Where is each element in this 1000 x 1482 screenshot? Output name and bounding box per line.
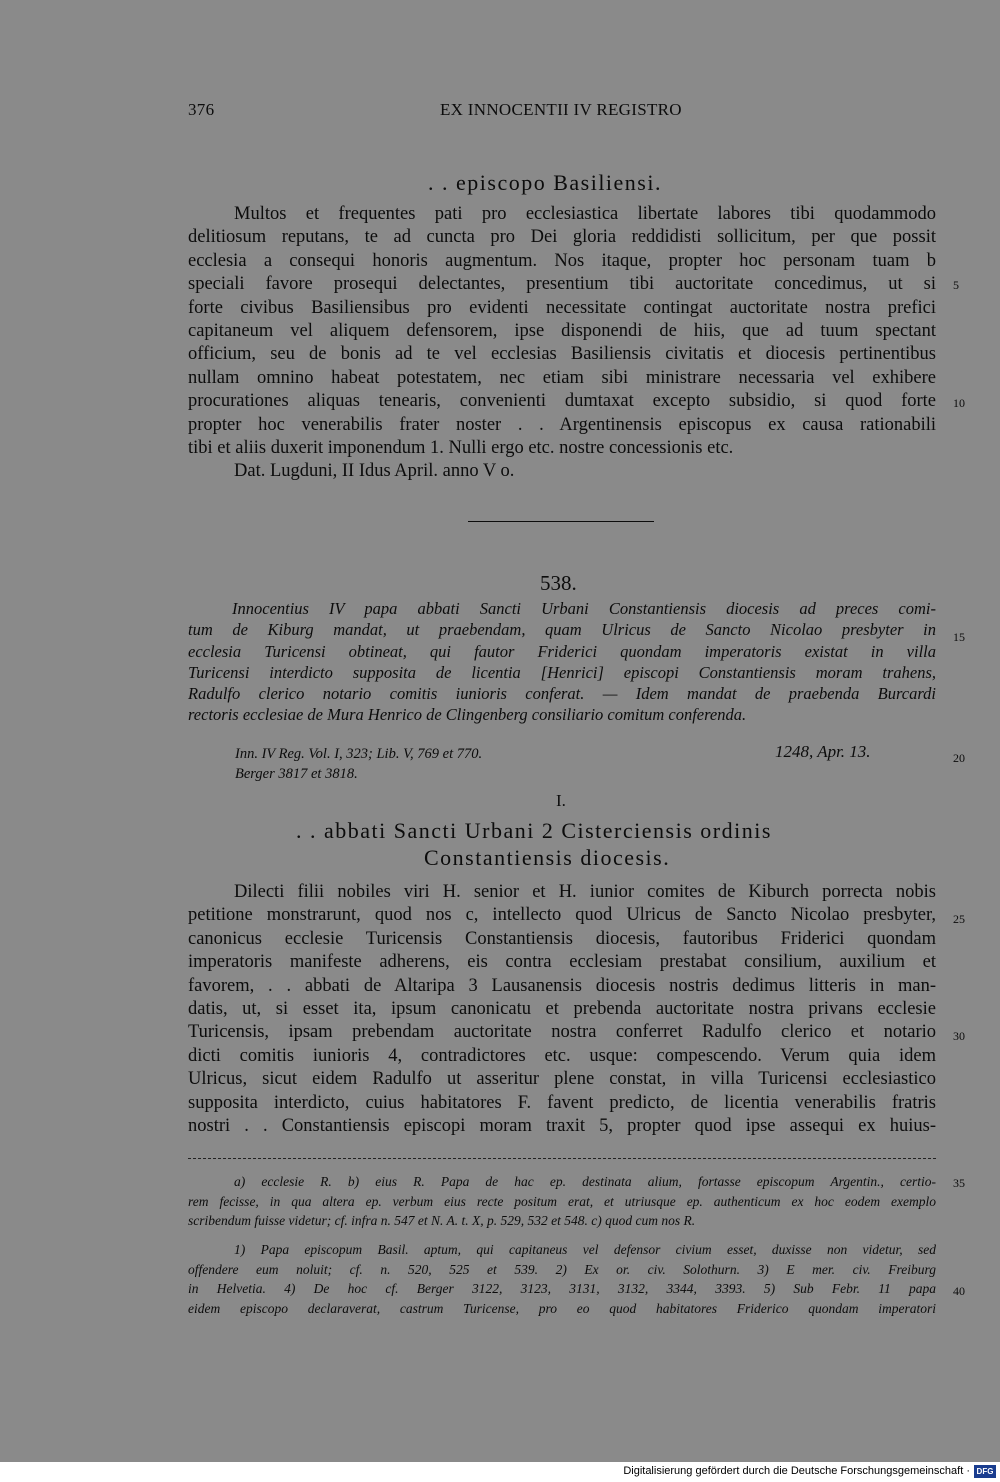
line-number: 25: [953, 912, 965, 926]
text-line: datis, ut, si esset ita, ipsum canonicatu et prebenda auctoritate nostra privans ecclesie: [188, 998, 936, 1019]
text-line: delitiosum reputans, te ad cuncta pro Dei gloria reddidisti sollicitum, per que possit: [188, 227, 936, 248]
letter-address-heading: Constantiensis diocesis.: [424, 845, 671, 870]
footnote-line: in Helvetia. 4) De hoc cf. Berger 3122, 3123, 3131, 3132, 3344, 3393. 5) Sub Febr. 11 papa: [188, 1281, 936, 1296]
summary-line: ecclesia Turicensi obtineat, qui fautor Friderici quondam imperatoris existat in villa: [188, 641, 936, 661]
line-number: 35: [953, 1176, 965, 1190]
text-line: supposita interdicto, cuius habitatores F. favent predicto, de licentia venerabilis fratris: [188, 1092, 936, 1113]
footnote-line: offendere eum noluit; cf. n. 520, 525 et 539. 2) Ex or. civ. Solothurn. 3) E mer. civ. Freiburg: [188, 1261, 936, 1277]
letter-address-heading: . . episcopo Basiliensi.: [428, 170, 662, 195]
line-number: 15: [953, 630, 965, 644]
summary-line: rectoris ecclesiae de Mura Henrico de Clingenberg consiliario comitum conferenda.: [188, 705, 747, 725]
critical-apparatus: [188, 1172, 936, 1231]
line-number: 20: [953, 751, 965, 765]
section-divider: [468, 521, 654, 522]
text-line: favorem, . . abbati de Altaripa 3 Lausanensis diocesis nostris dedimus litteris in man-: [188, 975, 936, 996]
text-line: Multos et frequentes pati pro ecclesiastica libertate labores tibi quodammodo: [234, 204, 936, 224]
text-line: forte civibus Basiliensibus pro evidenti necessitate contingat auctoritate nostra prefici: [188, 297, 936, 318]
summary-line: Innocentius IV papa abbati Sancti Urbani Constantiensis diocesis ad preces comi-: [232, 599, 936, 618]
text-line: speciali favore prosequi delectantes, presentium tibi auctoritate concedimus, ut si: [188, 274, 936, 295]
source-reference: Berger 3817 et 3818.: [235, 766, 358, 782]
letter-address-heading: . . abbati Sancti Urbani 2 Cisterciensis ordinis: [296, 818, 772, 843]
text-line: nostri . . Constantiensis episcopi moram traxit 5, propter quod ipse assequi ex huius-: [188, 1115, 936, 1136]
summary-line: tum de Kiburg mandat, ut praebendam, quam Ulricus de Sancto Nicolao presbyter in: [188, 620, 936, 640]
letter-body: [188, 203, 936, 484]
text-line: imperatoris manifeste adherens, eis contra ecclesiam prestabat consilium, auxilium et: [188, 952, 936, 973]
footnote-line: scribendum fuisse videtur; cf. infra n. 547 et N. A. t. X, p. 529, 532 et 548. c) quod cum nos R.: [188, 1213, 696, 1228]
source-reference: Inn. IV Reg. Vol. I, 323; Lib. V, 769 et 770.: [235, 746, 483, 762]
text-line: officium, seu de bonis ad te vel ecclesias Basiliensis civitatis et diocesis pertinentibus: [188, 344, 936, 365]
dating-clause: Dat. Lugduni, II Idus April. anno V o.: [234, 461, 515, 482]
dfg-logo: DFG: [974, 1465, 996, 1478]
document-summary: [188, 598, 936, 726]
text-line: procurationes aliquas tenearis, convenienti dumtaxat excepto subsidio, si quod forte: [188, 391, 936, 412]
document-date: 1248, Apr. 13.: [775, 742, 871, 761]
line-number: 5: [953, 278, 959, 292]
text-line: Turicensis, ipsam prebendam auctoritate nostra conferret Radulfo clerico et notario: [188, 1022, 936, 1043]
line-number: 30: [953, 1029, 965, 1043]
commentary-notes: [188, 1240, 936, 1318]
text-line: Dilecti filii nobiles viri H. senior et H. iunior comites de Kiburch porrecta nobis: [234, 882, 936, 902]
text-line: capitaneum vel aliquem defensorem, ipse disponendi de hiis, que ad tuum spectant: [188, 320, 936, 341]
line-number: 10: [953, 396, 965, 410]
text-line: canonicus ecclesie Turicensis Constantiensis diocesis, fautoribus Friderici quondam: [188, 928, 936, 949]
page-number: 376: [188, 100, 215, 119]
text-line: propter hoc venerabilis frater noster . . Argentinensis episcopus ex causa rationabili: [188, 414, 936, 435]
text-line: ecclesia a consequi honoris augmentum. Nos itaque, propter hoc personam tuam b: [188, 250, 936, 271]
running-title: EX INNOCENTII IV REGISTRO: [440, 100, 682, 119]
part-numeral: I.: [556, 791, 566, 810]
footnote-line: eidem episcopo declaraverat, castrum Turicense, pro eo quod habitatores Friderico quondam imperatori: [188, 1300, 936, 1316]
footnote-separator: [188, 1158, 936, 1159]
text-line: petitione monstrarunt, quod nos c, intellecto quod Ulricus de Sancto Nicolao presbyter,: [188, 905, 936, 926]
footnote-line: 1) Papa episcopum Basil. aptum, qui capitaneus vel defensor civium esset, duxisse non videtur, sed: [234, 1242, 936, 1257]
digitization-footer: [0, 1462, 1000, 1482]
funding-notice: Digitalisierung gefördert durch die Deutsche Forschungsgemeinschaft ·: [623, 1465, 970, 1477]
text-line: nullam omnino habeat potestatem, nec etiam sibi ministrare necessaria vel exhibere: [188, 367, 936, 388]
text-line: Ulricus, sicut eidem Radulfo ut asseritur plene constat, in villa Turicensi ecclesiastico: [188, 1069, 936, 1090]
line-number: 40: [953, 1284, 965, 1298]
footnote-line: rem fecisse, in qua altera ep. verbum eius recte positum erat, et utriusque ep. authenticum ex hoc eodem exemplo: [188, 1193, 936, 1209]
letter-body: [188, 881, 936, 1138]
document-number: 538.: [540, 571, 577, 595]
summary-line: Turicensi interdicto supposita de licentia [Henrici] episcopi Constantiensis moram trahens,: [188, 662, 936, 682]
text-line: dicti comitis iunioris 4, contradictores etc. usque: compescendo. Verum quia idem: [188, 1045, 936, 1066]
summary-line: Radulfo clerico notario comitis iunioris conferat. — Idem mandat de praebenda Burcardi: [188, 684, 936, 704]
text-line: tibi et aliis duxerit imponendum 1. Nulli ergo etc. nostre concessionis etc.: [188, 437, 734, 458]
footnote-line: a) ecclesie R. b) eius R. Papa de hac ep. destinata alium, fortasse episcopum Argentin., certio-: [234, 1174, 936, 1189]
